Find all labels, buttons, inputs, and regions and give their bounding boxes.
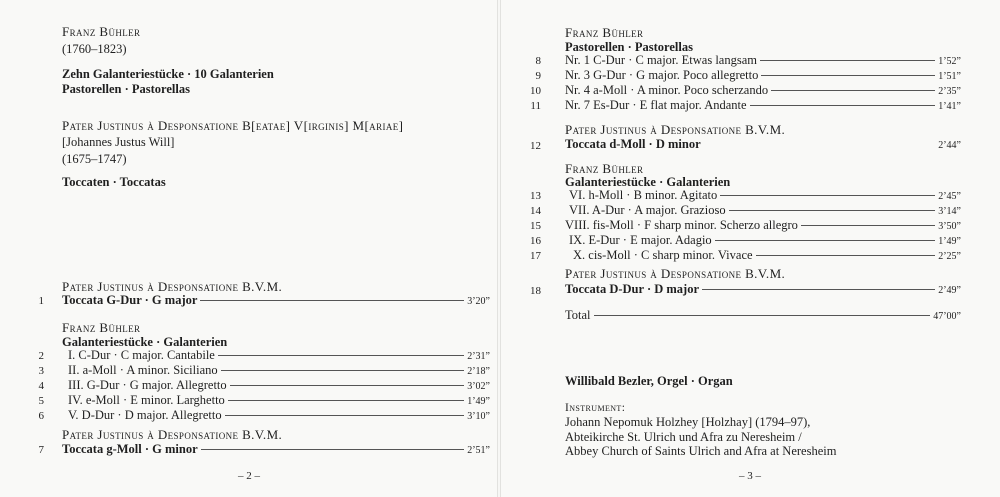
track-number: 6 bbox=[38, 410, 44, 422]
track-row bbox=[565, 282, 961, 297]
track-title: VI. h-Moll · B minor. Agitato bbox=[569, 188, 718, 202]
track-row bbox=[68, 393, 490, 408]
track-title: Nr. 1 C-Dur · C major. Etwas langsam bbox=[565, 53, 757, 67]
section-heading: Pater Justinus à Desponsatione B.V.M. bbox=[565, 266, 786, 281]
right-page bbox=[500, 0, 1000, 497]
track-row bbox=[62, 442, 490, 457]
work-title: Toccaten · Toccatas bbox=[62, 175, 166, 189]
leader-line bbox=[771, 90, 935, 91]
leader-line bbox=[729, 210, 936, 211]
track-duration: 3’02” bbox=[467, 381, 490, 392]
track-duration: 3’20” bbox=[467, 296, 490, 307]
composer-dates: (1675–1747) bbox=[62, 152, 127, 166]
leader-line bbox=[201, 449, 465, 450]
track-row bbox=[68, 378, 490, 393]
track-row bbox=[569, 203, 961, 218]
leader-line bbox=[760, 60, 935, 61]
track-title: Nr. 7 Es-Dur · E flat major. Andante bbox=[565, 98, 747, 112]
leader-line bbox=[702, 289, 935, 290]
track-number: 17 bbox=[530, 250, 541, 262]
track-duration: 2’49” bbox=[938, 285, 961, 296]
leader-line bbox=[594, 315, 931, 316]
track-duration: 1’52” bbox=[938, 56, 961, 67]
composer-name: Pater Justinus à Desponsatione B[eatae] V[irginis] M[ariae] bbox=[62, 118, 404, 133]
section-heading: Pater Justinus à Desponsatione B.V.M. bbox=[565, 122, 786, 137]
leader-line bbox=[218, 355, 464, 356]
track-number: 15 bbox=[530, 220, 541, 232]
track-title: VII. A-Dur · A major. Grazioso bbox=[569, 203, 726, 217]
page-number: – 3 – bbox=[739, 470, 761, 482]
instrument-line: Johann Nepomuk Holzhey [Holzhay] (1794–97), bbox=[565, 415, 811, 429]
left-page bbox=[0, 0, 498, 497]
work-title: Zehn Galanteriestücke · 10 Galanterien bbox=[62, 67, 274, 81]
track-duration: 2’35” bbox=[938, 86, 961, 97]
track-title: IX. E-Dur · E major. Adagio bbox=[569, 233, 712, 247]
track-title: Toccata d-Moll · D minor bbox=[565, 137, 701, 151]
track-title: Nr. 4 a-Moll · A minor. Poco scherzando bbox=[565, 83, 769, 97]
track-title: Toccata g-Moll · G minor bbox=[62, 442, 198, 456]
track-number: 7 bbox=[38, 444, 44, 456]
track-number: 18 bbox=[530, 285, 541, 297]
leader-line bbox=[200, 300, 464, 301]
performer-credit: Willibald Bezler, Orgel · Organ bbox=[565, 374, 733, 388]
leader-line bbox=[761, 75, 935, 76]
track-row bbox=[565, 83, 961, 98]
leader-line bbox=[720, 195, 935, 196]
track-row bbox=[565, 137, 961, 152]
track-row bbox=[62, 293, 490, 308]
track-duration: 2’51” bbox=[467, 445, 490, 456]
track-number: 16 bbox=[530, 235, 541, 247]
section-subheading: Pastorellen · Pastorellas bbox=[565, 40, 693, 54]
track-number: 2 bbox=[38, 350, 44, 362]
track-duration: 2’31” bbox=[467, 351, 490, 362]
track-row bbox=[565, 53, 961, 68]
track-title: I. C-Dur · C major. Cantabile bbox=[68, 348, 215, 362]
total-duration: 47’00” bbox=[933, 311, 961, 322]
track-duration: 3’50” bbox=[938, 221, 961, 232]
leader-line bbox=[715, 240, 936, 241]
track-row bbox=[68, 363, 490, 378]
track-number: 10 bbox=[530, 85, 541, 97]
track-number: 13 bbox=[530, 190, 541, 202]
track-duration: 1’51” bbox=[938, 71, 961, 82]
total-row bbox=[565, 308, 961, 323]
track-number: 11 bbox=[530, 100, 541, 112]
section-subheading: Galanteriestücke · Galanterien bbox=[565, 175, 731, 189]
track-title: X. cis-Moll · C sharp minor. Vivace bbox=[573, 248, 753, 262]
leader-line bbox=[221, 370, 465, 371]
track-duration: 2’44” bbox=[938, 140, 961, 151]
work-title: Pastorellen · Pastorellas bbox=[62, 82, 190, 96]
section-heading: Pater Justinus à Desponsatione B.V.M. bbox=[62, 427, 283, 442]
track-number: 9 bbox=[535, 70, 541, 82]
instrument-line: Abteikirche St. Ulrich und Afra zu Neresheim / bbox=[565, 430, 802, 444]
section-heading: Pater Justinus à Desponsatione B.V.M. bbox=[62, 279, 283, 294]
composer-alias: [Johannes Justus Will] bbox=[62, 135, 175, 149]
track-number: 12 bbox=[530, 140, 541, 152]
leader-line bbox=[230, 385, 465, 386]
track-duration: 1’41” bbox=[938, 101, 961, 112]
leader-line bbox=[228, 400, 464, 401]
leader-line bbox=[756, 255, 936, 256]
track-number: 3 bbox=[38, 365, 44, 377]
track-title: II. a-Moll · A minor. Siciliano bbox=[68, 363, 218, 377]
track-duration: 1’49” bbox=[938, 236, 961, 247]
leader-line bbox=[750, 105, 936, 106]
section-heading: Franz Bühler bbox=[565, 161, 644, 176]
track-number: 8 bbox=[535, 55, 541, 67]
track-duration: 2’45” bbox=[938, 191, 961, 202]
track-title: Toccata G-Dur · G major bbox=[62, 293, 198, 307]
track-title: VIII. fis-Moll · F sharp minor. Scherzo allegro bbox=[565, 218, 798, 232]
track-row bbox=[565, 218, 961, 233]
track-duration: 3’10” bbox=[467, 411, 490, 422]
instrument-label: Instrument: bbox=[565, 402, 626, 414]
track-duration: 3’14” bbox=[938, 206, 961, 217]
page-number: – 2 – bbox=[238, 470, 260, 482]
composer-name: Franz Bühler bbox=[62, 24, 141, 39]
track-title: V. D-Dur · D major. Allegretto bbox=[68, 408, 222, 422]
track-duration: 1’49” bbox=[467, 396, 490, 407]
track-title: Toccata D-Dur · D major bbox=[565, 282, 700, 296]
instrument-line: Abbey Church of Saints Ulrich and Afra at Neresheim bbox=[565, 444, 837, 458]
track-title: III. G-Dur · G major. Allegretto bbox=[68, 378, 227, 392]
track-row bbox=[569, 188, 961, 203]
composer-dates: (1760–1823) bbox=[62, 42, 127, 56]
track-row bbox=[573, 248, 961, 263]
track-number: 1 bbox=[38, 295, 44, 307]
track-number: 5 bbox=[38, 395, 44, 407]
track-number: 14 bbox=[530, 205, 541, 217]
track-row bbox=[565, 68, 961, 83]
total-label: Total bbox=[565, 308, 591, 322]
section-subheading: Galanteriestücke · Galanterien bbox=[62, 335, 228, 349]
track-row bbox=[569, 233, 961, 248]
section-heading: Franz Bühler bbox=[565, 25, 644, 40]
section-heading: Franz Bühler bbox=[62, 320, 141, 335]
track-row bbox=[565, 98, 961, 113]
track-duration: 2’25” bbox=[938, 251, 961, 262]
track-row bbox=[68, 348, 490, 363]
track-duration: 2’18” bbox=[467, 366, 490, 377]
leader-line bbox=[801, 225, 935, 226]
track-title: IV. e-Moll · E minor. Larghetto bbox=[68, 393, 225, 407]
track-number: 4 bbox=[38, 380, 44, 392]
track-title: Nr. 3 G-Dur · G major. Poco allegretto bbox=[565, 68, 759, 82]
track-row bbox=[68, 408, 490, 423]
leader-line bbox=[225, 415, 465, 416]
